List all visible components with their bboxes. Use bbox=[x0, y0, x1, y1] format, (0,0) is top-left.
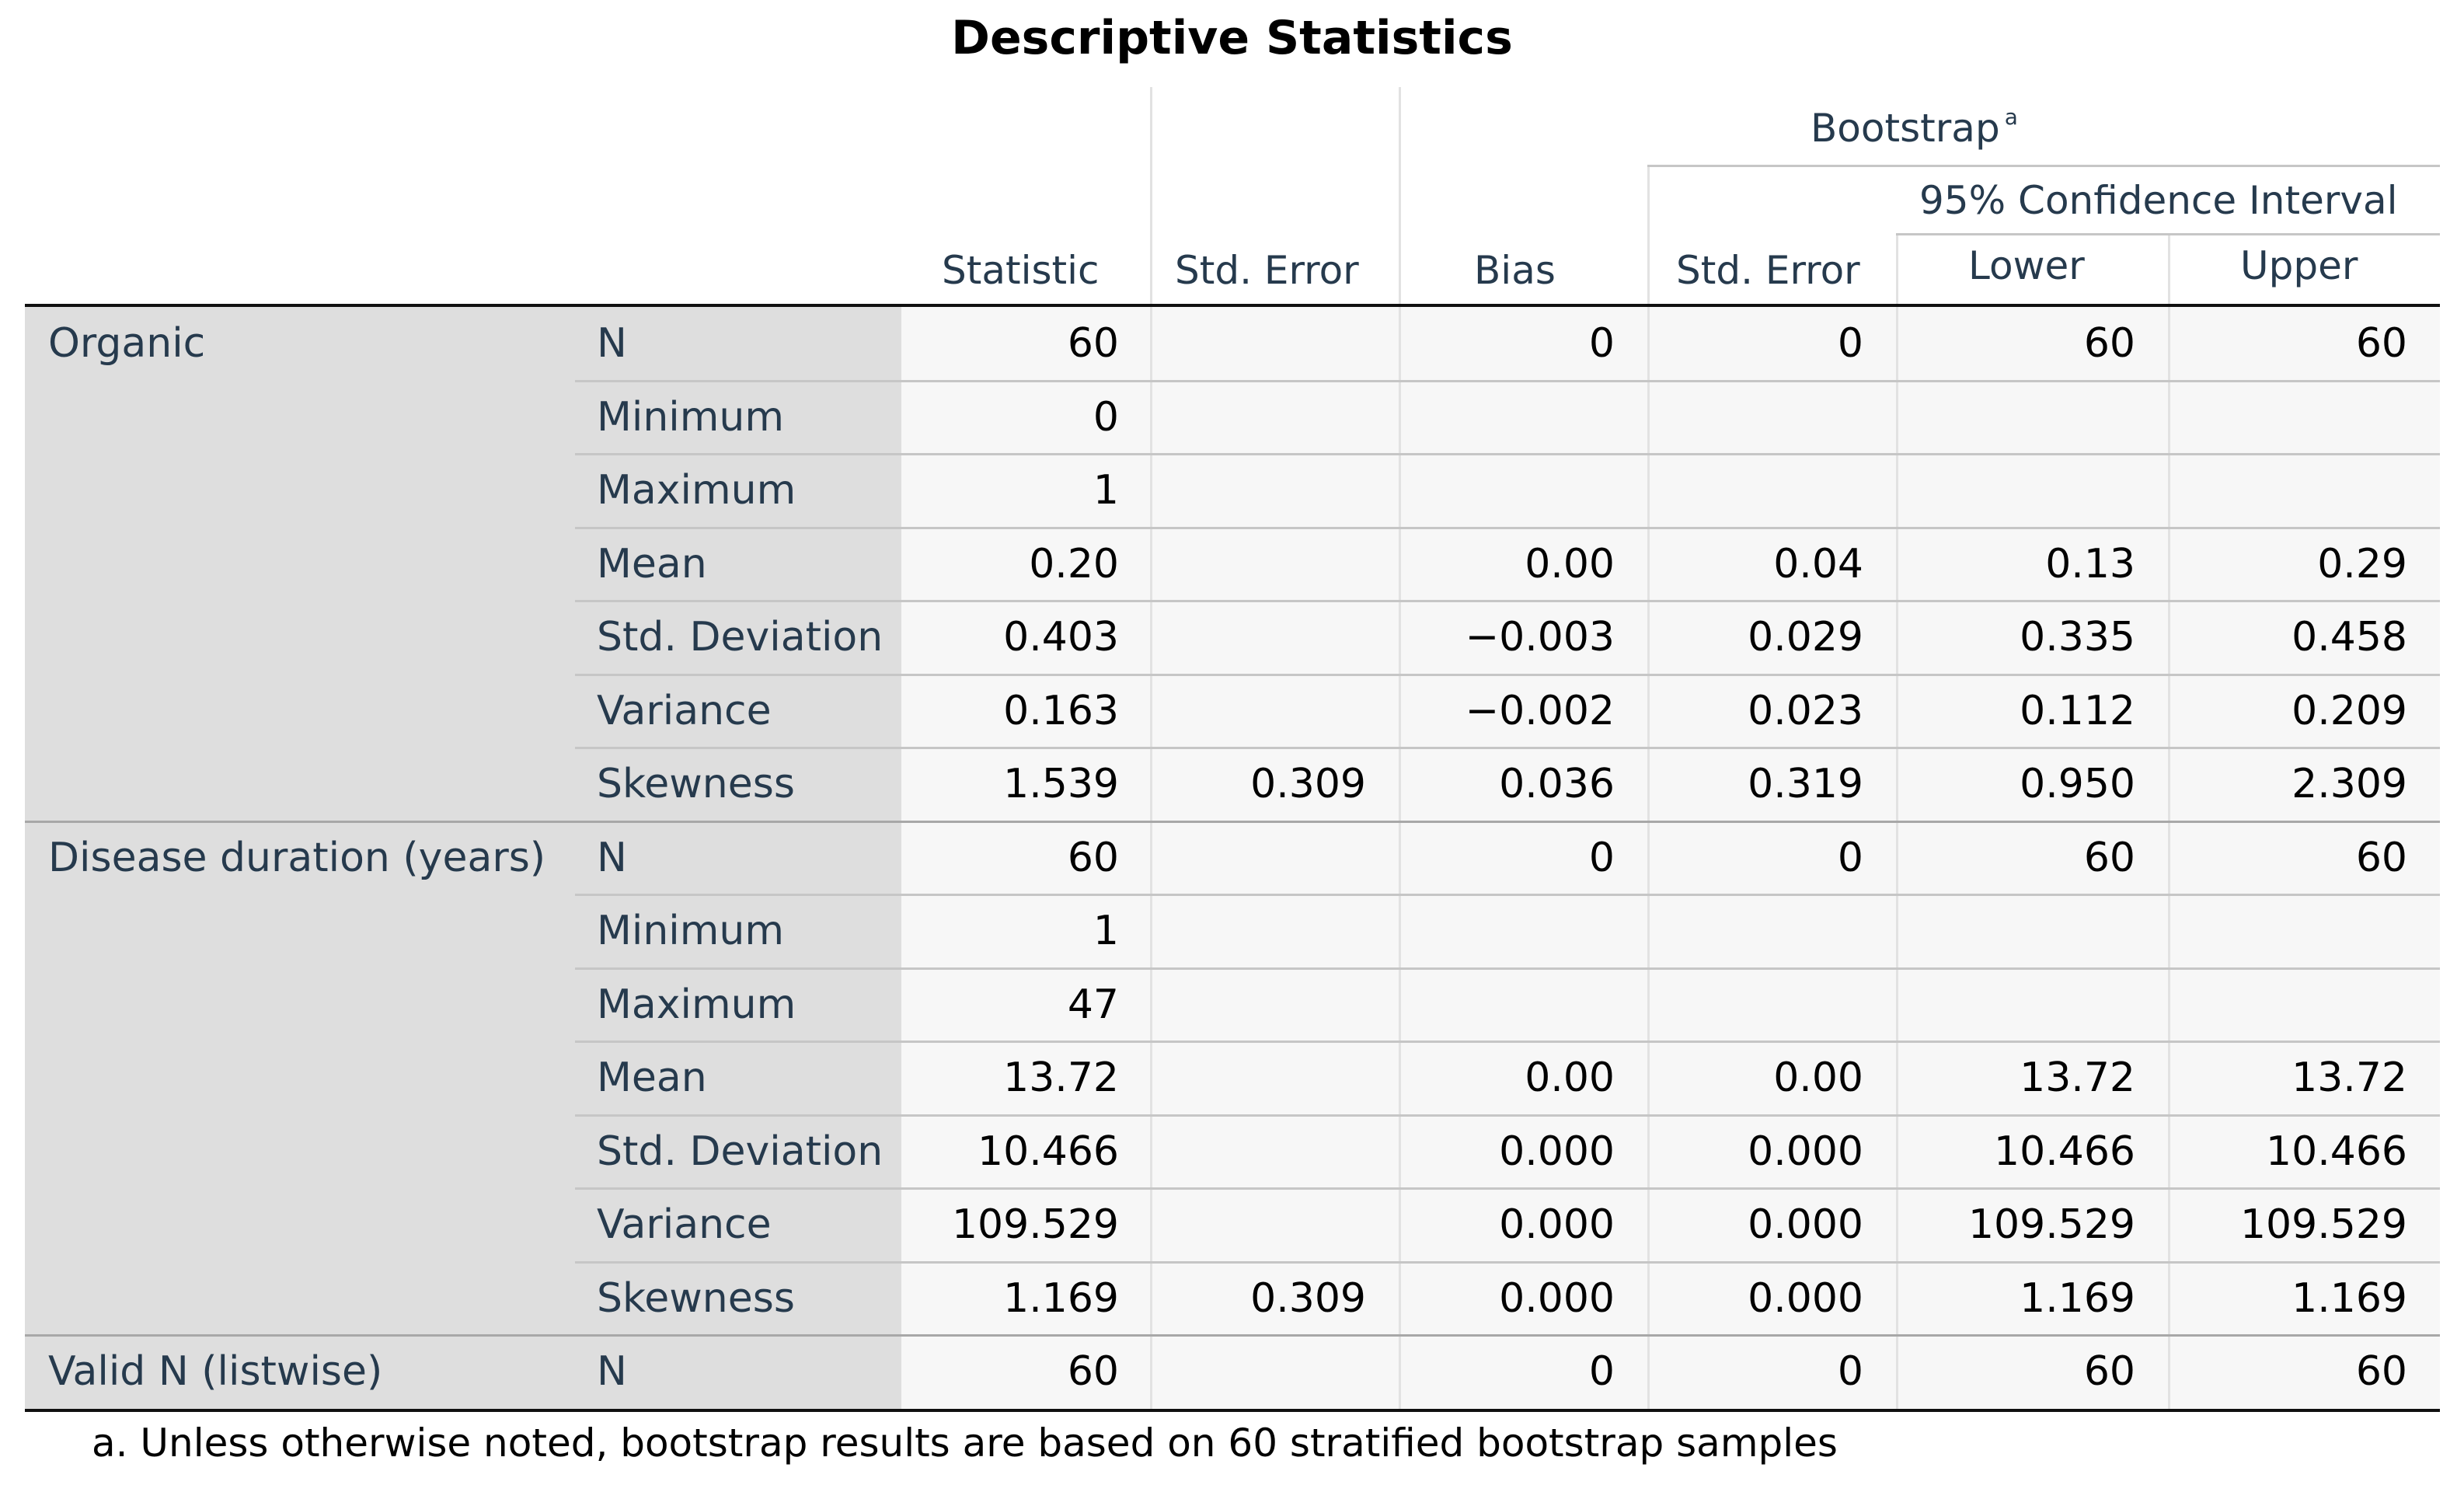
lower-header: Lower bbox=[1968, 243, 2085, 288]
cell-bs-std-error: 0.000 bbox=[1748, 1274, 1863, 1322]
stat-label: Mean bbox=[597, 1055, 707, 1101]
stat-label: N bbox=[597, 320, 627, 367]
cell-lower: 109.529 bbox=[1967, 1201, 2135, 1248]
stat-label: Std. Deviation bbox=[597, 614, 883, 661]
stat-label: Maximum bbox=[597, 981, 796, 1028]
cell-bias: 0.000 bbox=[1499, 1201, 1615, 1248]
stat-label: N bbox=[597, 834, 627, 881]
stat-label: Skewness bbox=[597, 761, 795, 807]
cell-upper: 0.458 bbox=[2291, 614, 2407, 661]
stat-label: Std. Deviation bbox=[597, 1128, 883, 1175]
cell-upper: 60 bbox=[2355, 320, 2407, 367]
cell-lower: 60 bbox=[2083, 320, 2135, 367]
confidence-interval-header: 95% Confidence Interval bbox=[1919, 178, 2398, 223]
cell-statistic: 1 bbox=[1093, 467, 1119, 514]
bootstrap-std-error-header: Std. Error bbox=[1676, 248, 1860, 293]
stat-label: Skewness bbox=[597, 1274, 795, 1322]
cell-bs-std-error: 0 bbox=[1837, 320, 1863, 367]
cell-statistic: 1 bbox=[1093, 908, 1119, 954]
stat-label: Variance bbox=[597, 687, 772, 734]
cell-statistic: 10.466 bbox=[978, 1128, 1119, 1175]
cell-bs-std-error: 0.319 bbox=[1748, 761, 1863, 807]
upper-header: Upper bbox=[2240, 243, 2358, 288]
stat-label: Minimum bbox=[597, 908, 784, 954]
cell-statistic: 60 bbox=[1067, 834, 1119, 881]
cell-statistic: 60 bbox=[1067, 1348, 1119, 1395]
cell-lower: 1.169 bbox=[2020, 1274, 2135, 1322]
cell-statistic: 1.539 bbox=[1003, 761, 1119, 807]
cell-statistic: 0 bbox=[1093, 393, 1119, 441]
cell-lower: 0.335 bbox=[2020, 614, 2135, 661]
footnote: a. Unless otherwise noted, bootstrap results are based on 60 stratified bootstrap samples bbox=[92, 1421, 1838, 1466]
cell-bias: 0.000 bbox=[1499, 1128, 1615, 1175]
cell-lower: 10.466 bbox=[1994, 1128, 2135, 1175]
cell-lower: 0.13 bbox=[2045, 540, 2135, 587]
cell-bias: −0.003 bbox=[1465, 614, 1615, 661]
ci-span-rule bbox=[1896, 233, 2440, 235]
row-separator bbox=[575, 380, 2440, 382]
bootstrap-header bbox=[1811, 105, 2018, 152]
cell-upper: 0.29 bbox=[2317, 540, 2407, 587]
cell-bias: 0 bbox=[1588, 834, 1615, 881]
cell-statistic: 109.529 bbox=[951, 1201, 1119, 1248]
cell-bias: 0 bbox=[1588, 320, 1615, 367]
cell-statistic: 0.20 bbox=[1029, 540, 1119, 587]
table-title: Descriptive Statistics bbox=[951, 11, 1513, 65]
cell-upper: 109.529 bbox=[2239, 1201, 2407, 1248]
cell-bs-std-error: 0 bbox=[1837, 834, 1863, 881]
stat-label: Maximum bbox=[597, 467, 796, 514]
cell-bs-std-error: 0.00 bbox=[1773, 1055, 1863, 1101]
cell-upper: 60 bbox=[2355, 1348, 2407, 1395]
cell-statistic: 1.169 bbox=[1003, 1274, 1119, 1322]
cell-bias: −0.002 bbox=[1465, 687, 1615, 734]
cell-bias: 0.000 bbox=[1499, 1274, 1615, 1322]
cell-upper: 0.209 bbox=[2291, 687, 2407, 734]
cell-lower: 13.72 bbox=[2020, 1055, 2135, 1101]
cell-bs-std-error: 0.04 bbox=[1773, 540, 1863, 587]
bootstrap-span-rule bbox=[1647, 165, 2440, 167]
cell-bias: 0.036 bbox=[1499, 761, 1615, 807]
cell-statistic: 60 bbox=[1067, 320, 1119, 367]
cell-statistic: 47 bbox=[1067, 981, 1119, 1028]
cell-upper: 1.169 bbox=[2291, 1274, 2407, 1322]
cell-bs-std-error: 0.000 bbox=[1748, 1201, 1863, 1248]
cell-bias: 0.00 bbox=[1525, 540, 1615, 587]
group-label: Organic bbox=[48, 320, 206, 367]
bias-header: Bias bbox=[1474, 248, 1556, 293]
cell-bs-std-error: 0.029 bbox=[1748, 614, 1863, 661]
cell-bs-std-error: 0 bbox=[1837, 1348, 1863, 1395]
cell-lower: 60 bbox=[2083, 1348, 2135, 1395]
cell-statistic: 0.163 bbox=[1003, 687, 1119, 734]
std-error-header: Std. Error bbox=[1175, 248, 1359, 293]
cell-lower: 0.950 bbox=[2020, 761, 2135, 807]
table-bottom-rule bbox=[25, 1409, 2440, 1412]
bootstrap-footnote-marker: a bbox=[2004, 104, 2018, 130]
cell-upper: 10.466 bbox=[2266, 1128, 2407, 1175]
cell-lower: 0.112 bbox=[2020, 687, 2135, 734]
cell-upper: 2.309 bbox=[2291, 761, 2407, 807]
stat-label: Variance bbox=[597, 1201, 772, 1248]
cell-lower: 60 bbox=[2083, 834, 2135, 881]
cell-statistic: 0.403 bbox=[1003, 614, 1119, 661]
cell-upper: 13.72 bbox=[2291, 1055, 2407, 1101]
row-separator bbox=[575, 894, 2440, 896]
cell-std-error: 0.309 bbox=[1250, 1274, 1366, 1322]
cell-bias: 0 bbox=[1588, 1348, 1615, 1395]
stat-label: Mean bbox=[597, 540, 707, 587]
stat-label: Minimum bbox=[597, 393, 784, 441]
cell-std-error: 0.309 bbox=[1250, 761, 1366, 807]
group-label: Valid N (listwise) bbox=[48, 1348, 383, 1395]
group-label: Disease duration (years) bbox=[48, 834, 546, 881]
row-separator bbox=[575, 967, 2440, 970]
cell-bs-std-error: 0.000 bbox=[1748, 1128, 1863, 1175]
row-separator bbox=[575, 453, 2440, 455]
statistic-header: Statistic bbox=[942, 248, 1100, 293]
stat-label: N bbox=[597, 1348, 627, 1395]
cell-upper: 60 bbox=[2355, 834, 2407, 881]
cell-bias: 0.00 bbox=[1525, 1055, 1615, 1101]
bootstrap-header-label: Bootstrap bbox=[1811, 106, 2000, 151]
cell-statistic: 13.72 bbox=[1003, 1055, 1119, 1101]
cell-bs-std-error: 0.023 bbox=[1748, 687, 1863, 734]
